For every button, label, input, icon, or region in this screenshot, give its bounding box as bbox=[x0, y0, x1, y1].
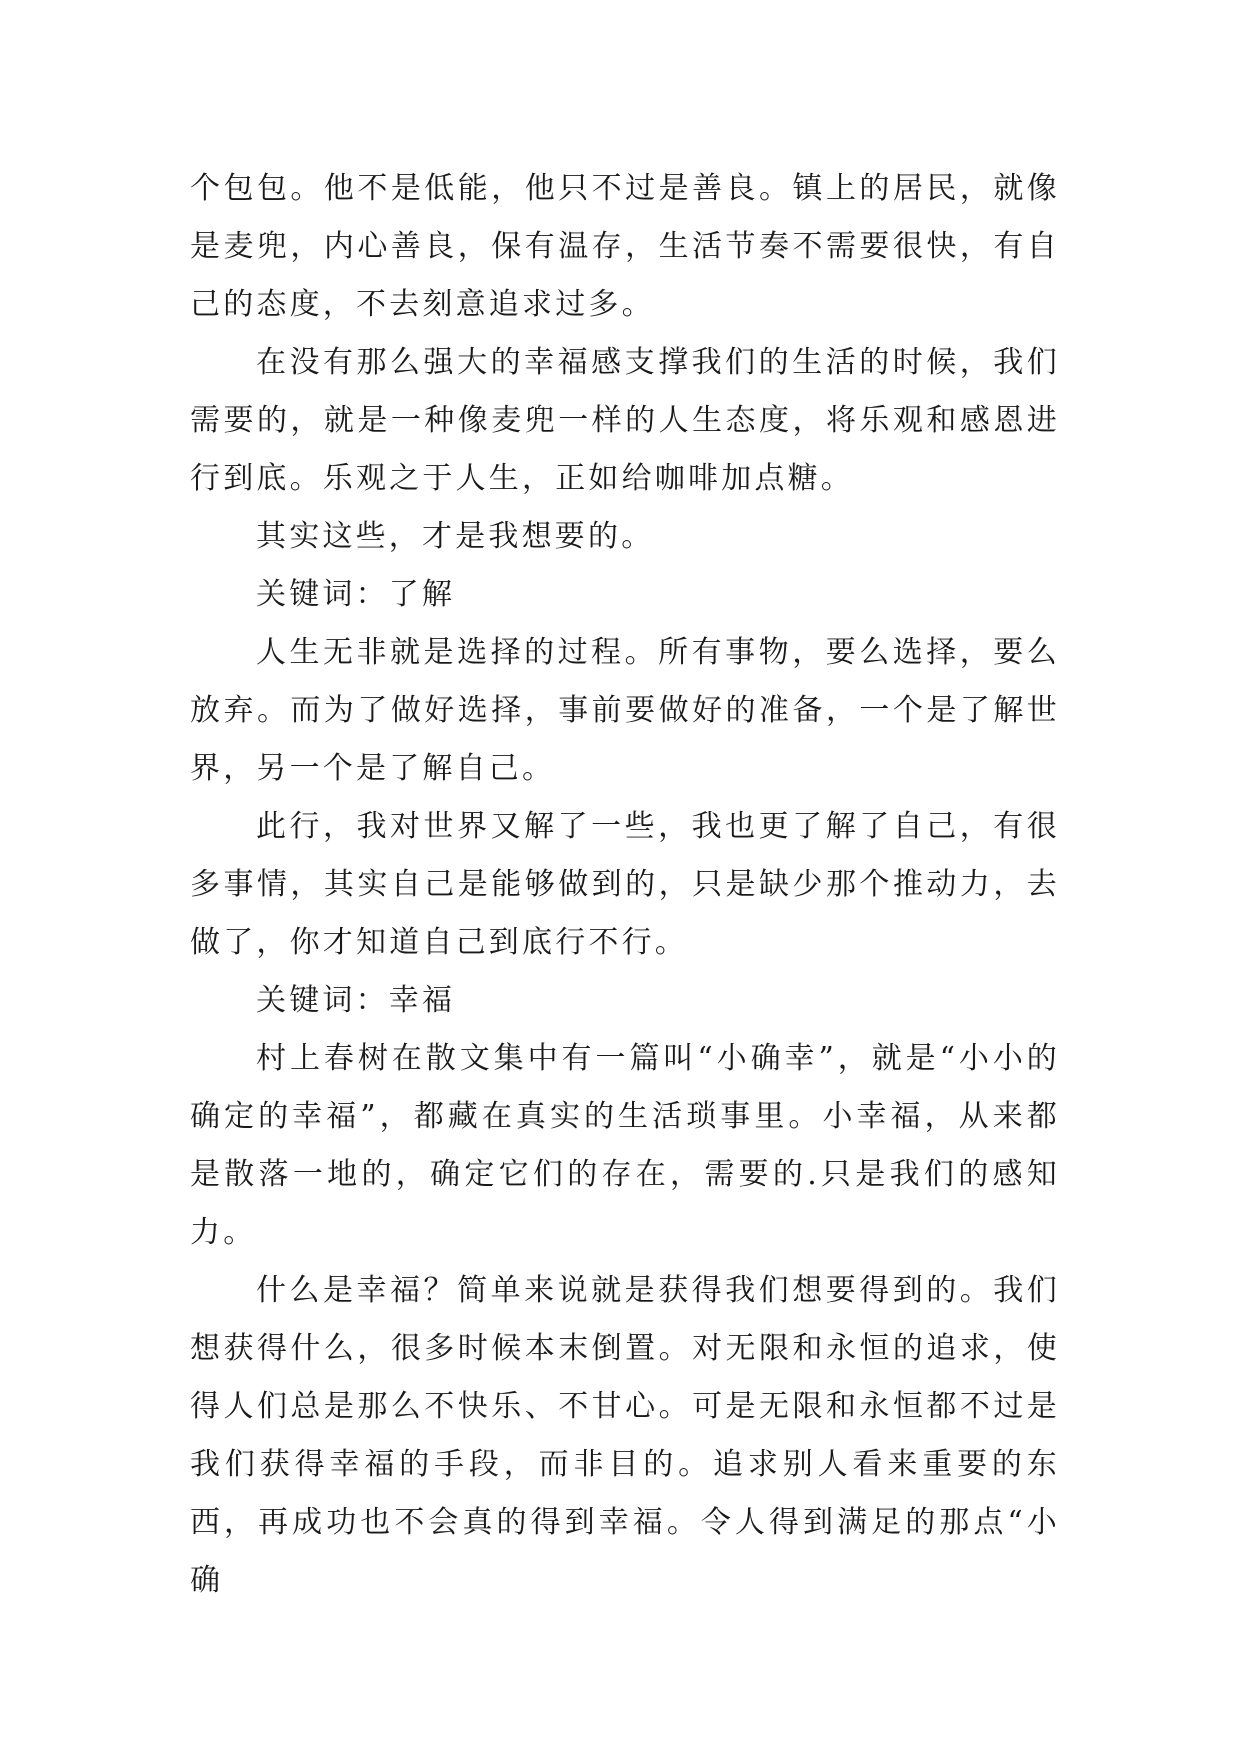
paragraph-9: 什么是幸福？简单来说就是获得我们想要得到的。我们想获得什么，很多时候本末倒置。对无限和永恒的追求，使得人们总是那么不快乐、不甘心。可是无限和永恒都不过是我们获得幸福的手段，而非目的。追求别人看来重要的东西，再成功也不会真的得到幸福。令人得到满足的那点“小确 bbox=[190, 1273, 1060, 1598]
paragraph-1: 个包包。他不是低能，他只不过是善良。镇上的居民，就像是麦兜，内心善良，保有温存，生活节奏不需要很快，有自己的态度，不去刻意追求过多。 bbox=[190, 171, 1060, 322]
keyword-heading-happiness: 关键词：幸福 bbox=[256, 983, 456, 1018]
document-body bbox=[190, 160, 1060, 1610]
paragraph-2: 在没有那么强大的幸福感支撑我们的生活的时候，我们需要的，就是一种像麦兜一样的人生态度，将乐观和感恩进行到底。乐观之于人生，正如给咖啡加点糖。 bbox=[190, 345, 1060, 496]
paragraph-8: 村上春树在散文集中有一篇叫“小确幸”，就是“小小的确定的幸福”，都藏在真实的生活琐事里。小幸福，从来都是散落一地的，确定它们的存在，需要的.只是我们的感知力。 bbox=[190, 1041, 1060, 1250]
paragraph-6: 此行，我对世界又解了一些，我也更了解了自己，有很多事情，其实自己是能够做到的，只是缺少那个推动力，去做了，你才知道自己到底行不行。 bbox=[190, 809, 1060, 960]
keyword-heading-understanding: 关键词：了解 bbox=[256, 577, 456, 612]
paragraph-5: 人生无非就是选择的过程。所有事物，要么选择，要么放弃。而为了做好选择，事前要做好的准备，一个是了解世界，另一个是了解自己。 bbox=[190, 635, 1060, 786]
paragraph-3: 其实这些，才是我想要的。 bbox=[256, 519, 655, 554]
